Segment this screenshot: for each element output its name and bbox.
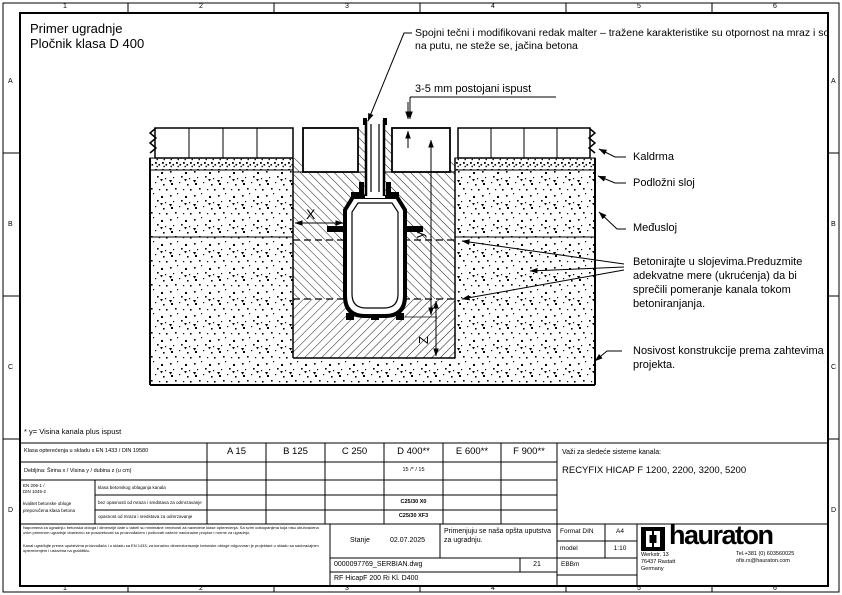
row-frost-label: opasnost od mraza i sredstava za odmrzavanje	[98, 514, 193, 519]
row-dims-label: Debljina: Širina x / Visina y / dubina z (u cm)	[24, 468, 132, 474]
code-value: EBBm	[561, 561, 580, 568]
hauraton-logo-icon	[641, 527, 665, 551]
page-title-line2: Pločnik klasa D 400	[30, 36, 145, 51]
grid-col-label: 3	[345, 3, 349, 10]
annotation-nosivost: Nosivost konstrukcije prema zahtevima projekta.	[633, 345, 824, 371]
class-header-a15: A 15	[226, 446, 247, 457]
table-header-label: Klasa opterećenja u skladu s EN 1433 / DIN 19580	[24, 448, 149, 454]
class-header-c250: C 250	[341, 446, 368, 457]
dim-label-x: X	[306, 206, 316, 222]
scale-label: model	[560, 545, 578, 552]
norm-cell-line4: preporučena klasa betona	[23, 508, 76, 513]
row-nofrost-label: bez opasnosti od mraza i sredstava za odmrzavanje	[98, 500, 202, 505]
row-quality-label: klasa betonskog oblaganja kanala	[98, 485, 166, 490]
sheet-number: 21	[533, 561, 541, 568]
phone-number: Tel.+381 (0) 603560025	[736, 551, 795, 557]
grid-col-label: 1	[63, 3, 67, 10]
norm-cell-line3: kvalitet betonske obloge	[23, 501, 72, 506]
address-line1: Werkstr. 13	[641, 552, 669, 558]
format-value: A4	[616, 528, 624, 535]
table-note-2: Kanal ugrađujte prema uputstvima proizvođača i u skladu sa EN 1433; za konačno dimenzionisanje betonske obloge odgovoran je projektant u skladu sa saobraćajnim opterećenjem i uslovima na gradilištu.	[23, 543, 319, 553]
annotation-ispust: 3-5 mm postojani ispust	[415, 83, 532, 95]
class-header-b125: B 125	[283, 446, 308, 457]
dim-label-y: y	[412, 231, 427, 238]
annotation-mortar: Spojni tečni i modifikovani redak malter – tražene karakteristike su otpornost na mraz i so na putu, ne steže se, jačina betona	[415, 27, 830, 52]
annotation-betoniranje: Betonirajte u slojevima.Preduzmite adekvatne mere (ukrućenja) da bi sprečili pomeranje kanala tokom betoniranjanja.	[633, 256, 803, 310]
grid-col-label: 4	[491, 585, 495, 592]
grid-col-label: 6	[773, 585, 777, 592]
grid-col-label: 5	[637, 3, 641, 10]
class-header-f900: F 900**	[513, 446, 545, 457]
annotation-kaldrma: Kaldrma	[633, 151, 674, 163]
product-designation: RF HicapF 200 Ri Kl. D400	[334, 575, 419, 582]
system-list: RECYFIX HICAP F 1200, 2200, 3200, 5200	[562, 465, 747, 476]
table-note-1: Napomena za ugradnju: betonska obloga i dimenzije date u tabeli su minimalne vrednosti za navedene klase opterećenja. Sa svim odstupanjima koja nisu obuhvaćena ovim primerom ugradnje obavezno se posavetovati sa proizvođačem i poštovati važeće nacionalne propise i norme za ugradnju.	[23, 525, 319, 535]
status-date: 02.07.2025	[390, 537, 426, 544]
format-label: Format DIN	[560, 528, 594, 535]
grid-row-label: D	[831, 507, 837, 514]
address-line3: Germany	[641, 566, 664, 572]
row-nofrost-d400: C25/30 X0	[400, 499, 427, 505]
email-address: ofis.rs@hauraton.com	[736, 558, 790, 564]
grid-row-label: C	[8, 364, 14, 371]
scale-value: 1:10	[613, 545, 627, 552]
grid-col-label: 1	[63, 585, 67, 592]
grid-col-label: 3	[345, 585, 349, 592]
grid-col-label: 2	[199, 3, 203, 10]
hauraton-logo-text: hauraton	[669, 520, 773, 550]
dim-label-z: Z	[416, 336, 431, 344]
address-line2: 76437 Rastatt	[641, 559, 676, 565]
grid-row-label: A	[8, 78, 13, 85]
grid-row-label: D	[8, 507, 14, 514]
valid-for-label: Važi za sledeće sisteme kanala:	[562, 449, 662, 456]
grid-row-label: B	[8, 221, 13, 228]
page-title-line1: Primer ugradnje	[30, 21, 123, 36]
footnote-y: * y= Visina kanala plus ispust	[24, 427, 122, 436]
grid-row-label: B	[831, 221, 836, 228]
grid-col-label: 2	[199, 585, 203, 592]
norm-cell-line1: EN 206-1 /	[23, 483, 45, 488]
row-frost-d400: C25/30 XF3	[398, 513, 429, 519]
annotation-medjusloj: Međusloj	[633, 222, 678, 234]
norm-cell-line2: DIN 1045-2	[23, 489, 47, 494]
grid-col-label: 4	[491, 3, 495, 10]
grid-row-label: C	[831, 364, 837, 371]
row-dims-d400: 15 /* / 15	[402, 467, 425, 473]
grid-col-label: 5	[637, 585, 641, 592]
file-name: 0000097769_SERBIAN.dwg	[334, 561, 423, 568]
grid-col-label: 6	[773, 3, 777, 10]
annotation-podlozni-sloj: Podložni sloj	[633, 177, 695, 189]
class-header-e600: E 600**	[455, 446, 489, 457]
instructions-note: Primenjuju se naša opšta uputstva za ugradnju.	[444, 528, 552, 544]
grid-row-label: A	[831, 78, 836, 85]
class-header-d400: D 400**	[397, 446, 430, 457]
status-label: Stanje	[350, 537, 370, 544]
